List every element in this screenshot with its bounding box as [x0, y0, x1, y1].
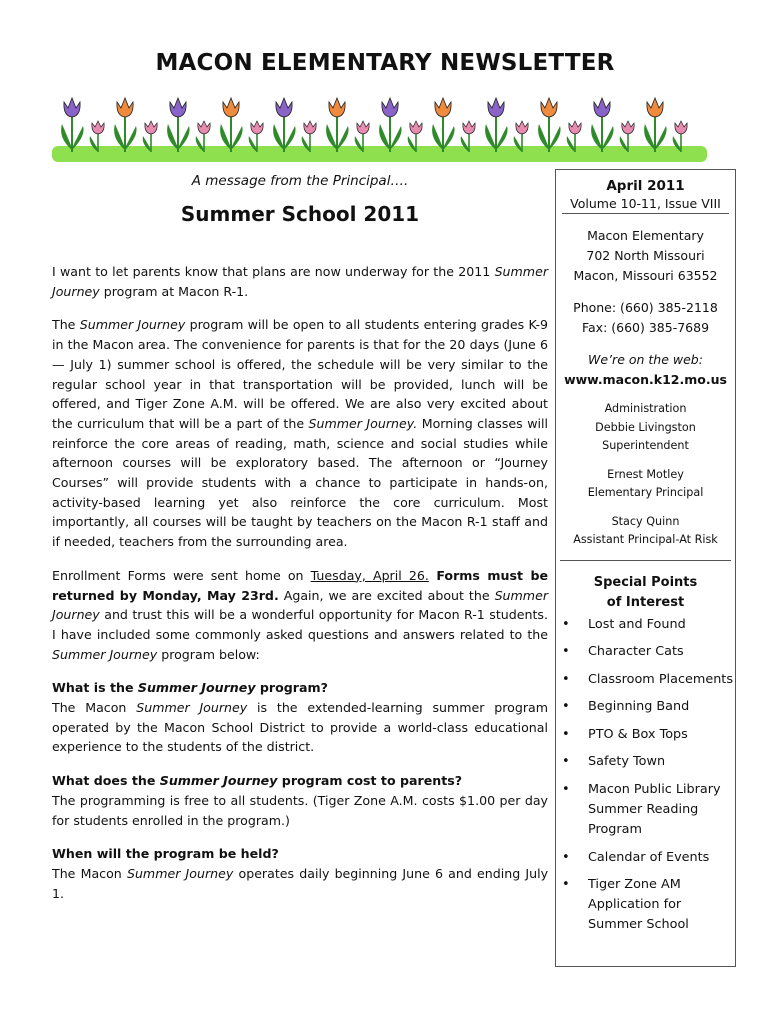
school-address — [556, 226, 735, 286]
list-item: • Character Cats — [556, 642, 735, 662]
school-contact — [556, 298, 735, 338]
admin-role: Elementary Principal — [587, 486, 704, 499]
tulip-flower-icon — [382, 98, 398, 117]
school-city: Macon, Missouri 63552 — [573, 268, 718, 283]
admin-role: Assistant Principal-At Risk — [573, 533, 718, 546]
admin-name: Ernest Motley — [607, 467, 684, 481]
school-name: Macon Elementary — [587, 228, 704, 243]
faq-answer-2: The programming is free to all students. (Tiger Zone A.M. costs $1.00 per day for students enrolled in the program.) — [52, 792, 548, 828]
list-item: • PTO & Box Tops — [556, 725, 735, 745]
principal-message-label: A message from the Principal…. — [191, 173, 409, 189]
tulip-flower-icon — [594, 98, 610, 117]
admin-name: Stacy Quinn — [611, 514, 680, 528]
tulip-flower-icon — [675, 121, 687, 134]
article-body — [52, 262, 548, 917]
sidebar — [555, 169, 736, 967]
tulip-flower-icon — [410, 121, 422, 134]
list-item: • Macon Public Library Summer Reading Program — [556, 780, 735, 840]
tulip-flower-icon — [516, 121, 528, 134]
admin-name: Debbie Livingston — [595, 420, 696, 434]
tulip-flower-icon — [92, 121, 104, 134]
school-phone: Phone: (660) 385-2118 — [573, 300, 718, 315]
faq-answer-3: The Macon Summer Journey operates daily beginning June 6 and ending July 1. — [52, 865, 549, 901]
special-points-title: Special Points of Interest — [593, 574, 698, 610]
tulip-flower-icon — [488, 98, 504, 117]
web-url-link[interactable]: www.macon.k12.mo.us — [564, 372, 727, 387]
tulip-flower-icon — [170, 98, 186, 117]
tulip-flower-icon — [622, 121, 634, 134]
tulip-flower-icon — [223, 98, 239, 117]
list-item: • Lost and Found — [556, 615, 735, 635]
school-web — [556, 350, 735, 390]
special-points-list — [556, 615, 735, 936]
tulip-flower-icon — [647, 98, 663, 117]
administration-heading: Administration — [604, 402, 687, 415]
list-item: • Calendar of Events — [556, 848, 735, 868]
administration-assistant — [556, 513, 735, 550]
sidebar-divider — [560, 560, 731, 561]
list-item: • Classroom Placements — [556, 670, 735, 690]
administration-principal — [556, 466, 735, 503]
tulip-banner — [52, 90, 712, 166]
tulip-flower-icon — [198, 121, 210, 134]
list-item: • Tiger Zone AM Application for Summer School — [556, 875, 735, 935]
issue-date: April 2011 — [606, 178, 685, 194]
faq-question-1: What is the Summer Journey program? — [52, 680, 328, 696]
faq-answer-1: The Macon Summer Journey is the extended-learning summer program operated by the Macon School District to provide a world-class educational experience to the students of the district. — [52, 700, 549, 755]
tulip-flower-icon — [145, 121, 157, 134]
list-item: • Safety Town — [556, 752, 735, 772]
admin-role: Superintendent — [602, 439, 689, 452]
tulip-flower-icon — [435, 98, 451, 117]
article-headline: Summer School 2011 — [180, 202, 420, 226]
school-fax: Fax: (660) 385-7689 — [581, 320, 710, 335]
faq-question-3: When will the program be held? — [52, 846, 279, 862]
tulip-flower-icon — [117, 98, 133, 117]
web-label: We’re on the web: — [588, 352, 703, 367]
tulip-flower-icon — [569, 121, 581, 134]
tulip-flower-icon — [251, 121, 263, 134]
administration — [556, 400, 735, 456]
tulip-flower-icon — [541, 98, 557, 117]
issue-volume: Volume 10-11, Issue VIII — [562, 196, 729, 214]
tulip-flower-icon — [357, 121, 369, 134]
faq-question-2: What does the Summer Journey program cost to parents? — [52, 773, 463, 789]
tulip-flower-icon — [463, 121, 475, 134]
list-item: • Beginning Band — [556, 697, 735, 717]
tulip-flower-icon — [64, 98, 80, 117]
article-paragraph-1: I want to let parents know that plans are now underway for the 2011 Summer Journey program at Macon R-1. — [52, 264, 548, 299]
article-paragraph-2: The Summer Journey program will be open to all students entering grades K-9 in the Macon area. The convenience for parents is that for the 20 days (June 6 — July 1) summer school is offered, the schedule will be very similar to the regular school year in that transportation will be provided, lunch will be offered, and Tiger Zone A.M. will be offered. We are also very excited about the curriculum that will be a part of the Summer Journey. Morning classes will reinforce the core areas of reading, math, science and social studies while afternoon courses will be exploratory based. The afternoon or “Journey Courses” will provide students with a chance to participate in hands-on, activity-based learning yet also reinforce the core curriculum. Most importantly, all courses will be taught by teachers on the Macon R-1 staff and if needed, teachers from the surrounding area. — [52, 317, 549, 550]
newsletter-title: MACON ELEMENTARY NEWSLETTER — [155, 50, 615, 76]
school-street: 702 North Missouri — [586, 248, 705, 263]
article-paragraph-3: Enrollment Forms were sent home on Tuesday, April 26. Forms must be returned by Monday, May 23rd. Again, we are excited about the Summer Journey and trust this will be a wonderful opportunity for Macon R-1 students. I have included some commonly asked questions and answers related to the Summer Journey program below: — [52, 567, 549, 662]
tulip-flower-icon — [304, 121, 316, 134]
tulip-flower-icon — [329, 98, 345, 117]
tulip-flower-icon — [276, 98, 292, 117]
